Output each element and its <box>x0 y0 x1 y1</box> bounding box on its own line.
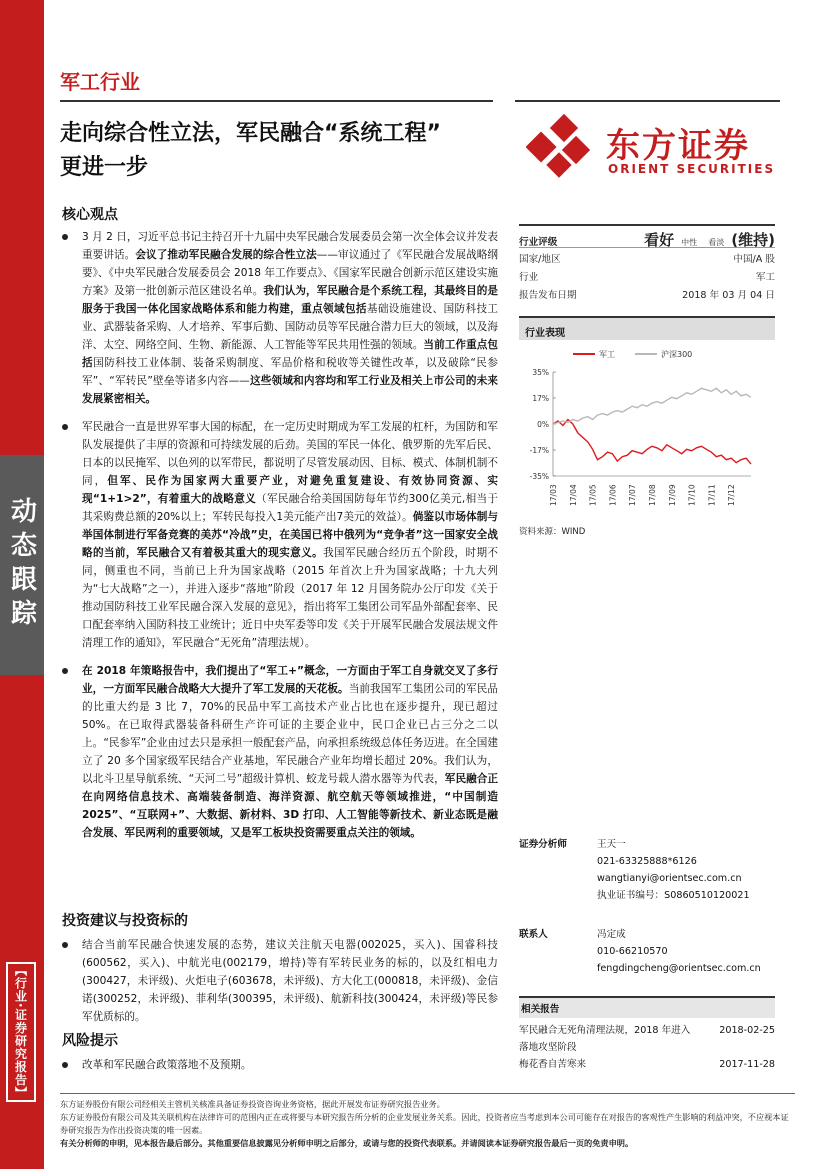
p3-run-0: 在 2018 年策略报告中，我们提出了“军工+”概念，一方面由于军工自身就交叉了多行业，一方面军民融合战略大大提升了军工发展的天花板。 <box>82 665 498 695</box>
risk-heading: 风险提示 <box>62 1033 118 1049</box>
p1-run-6: 国防科技工业体制、装备采购制度、军品价格和税收等关键性改革，以及破除“民参军”、“军转民”壁垒等诸多内容—— <box>82 357 498 387</box>
bullet-icon <box>62 942 68 948</box>
p3-run-1: 当前我国军工集团公司的军民品的比重大约是 3 比 7，70%的民品中军工高技术产业占比也在逐步提升，现已超过 50%。在已取得武器装备科研生产许可证的主要企业中，民口企业已占三分之二以上。“民参军”企业由过去只是承担一般配套产品，向承担系统级总体任务迈进。在全国建立了 20 多个国家级军民结合产业基地，军民融合产业年均增长超过 20%。我们认为，以北斗卫星导航系统、“天河二号”超级计算机、蛟龙号载人潜水器等为代表， <box>82 683 499 785</box>
related-reports <box>519 996 775 1073</box>
risk-paragraph: 改革和军民融合政策落地不及预期。 <box>62 1056 498 1074</box>
chart-source: 资料来源：WIND <box>519 527 586 537</box>
title-line-2: 更进一步 <box>60 155 149 180</box>
p2-run-4: 我国军民融合经历五个阶段，时期不同，侧重也不同，当前已上升为国家战略（2015 年首次上升为国家战略；十九大列为“七大战略”之一），并进入逐步“落地”阶段（2017 年 12 月国务院办公厅印发《关于推动国防科技工业军民融合深入发展的意见》，指出将军工集团公司军品外部配套率、民口配套率纳入国防科技工业统计；近日中央军委等印发《关于开展军民融合发展法规文件清理工作的通知》，军民融合“无死角”清理法规）。 <box>82 547 499 649</box>
rating-main: 看好 <box>644 231 675 249</box>
analyst-name: 王天一 <box>597 839 626 850</box>
related-item[interactable]: 梅花香自苦寒来 2017-11-28 <box>519 1059 775 1070</box>
paragraph-3 <box>62 662 498 842</box>
performance-chart <box>519 346 775 516</box>
title-line-1: 走向综合性立法，军民融合“系统工程” <box>60 121 441 146</box>
rating-panel <box>519 224 775 305</box>
rating-row: 行业 军工 <box>519 272 775 283</box>
legend-label: 军工 <box>599 350 615 359</box>
core-views-heading: 核心观点 <box>62 207 118 223</box>
x-tick-label: 17/05 <box>588 484 598 506</box>
series-line <box>553 420 751 465</box>
analyst-license: 执业证书编号：S0860510120021 <box>597 890 750 901</box>
rating-row: 国家/地区 中国/A 股 <box>519 254 775 265</box>
logo-text-cn: 东方证券 <box>606 126 750 166</box>
sector-label: 军工行业 <box>60 70 140 94</box>
risk-body <box>62 1056 498 1074</box>
rating-header: 行业评级 看好 中性 看淡 (维持) <box>519 224 775 248</box>
paragraph-2 <box>62 418 498 652</box>
y-tick-label: 35% <box>532 368 549 377</box>
contact-email[interactable]: fengdingcheng@orientsec.com.cn <box>597 963 761 974</box>
divider-right <box>515 100 780 102</box>
bullet-icon <box>62 1062 68 1068</box>
investment-heading: 投资建议与投资标的 <box>62 913 188 929</box>
legend-label: 沪深300 <box>661 350 693 359</box>
contact-phone: 010-66210570 <box>597 946 668 957</box>
core-views-body <box>62 228 498 842</box>
x-tick-label: 17/09 <box>667 484 677 506</box>
related-item[interactable]: 落地攻坚阶段 <box>519 1042 577 1053</box>
x-tick-label: 17/10 <box>687 484 697 506</box>
performance-heading: 行业表现 <box>519 316 775 340</box>
bullet-icon <box>62 424 68 430</box>
x-tick-label: 17/06 <box>608 484 618 506</box>
x-tick-label: 17/11 <box>707 484 717 506</box>
analyst-email[interactable]: wangtianyi@orientsec.com.cn <box>597 873 742 884</box>
y-tick-label: -35% <box>529 472 549 481</box>
disclaimer-footer: 东方证券股份有限公司经相关主管机关核准具备证券投资咨询业务资格，据此开展发布证券研究报告业务。 东方证券股份有限公司及其关联机构在法律许可的范围内正在或将要与本研究报告所分析的企业发展业务关系。因此，投资者应当考虑到本公司可能存在对报告的客观性产生影响的利益冲突，不应视本证券研究报告为作出投资决策的唯一因素。 有关分析师的申明，见本报告最后部分。其他重要信息披露见分析师申明之后部分，或请与您的投资代表联系。并请阅读本证券研究报告最后一页的免责申明。 <box>60 1093 795 1150</box>
investment-paragraph: 结合当前军民融合快速发展的态势，建议关注航天电器(002025，买入)、国睿科技(600562，买入)、中航光电(002179，增持)等有军转民业务的标的，以及红相电力(300427，未评级)、火炬电子(603678，未评级)、方大化工(000818，未评级)、金信诺(300252，未评级)、菲利华(300395，未评级)、航新科技(300424，未评级)等民参军优质标的。 <box>62 936 498 1026</box>
x-tick-label: 17/04 <box>568 484 578 506</box>
p1-run-1: 会议了推动军民融合发展的综合性立法 <box>135 249 317 261</box>
y-tick-label: 17% <box>532 394 549 403</box>
p1-run-3: 我们认为，军民融合是个系统工程，其最终目的是服务于我国一体化国家战略体系和能力构建，重点领域包括 <box>82 285 499 315</box>
rating-row: 报告发布日期 2018 年 03 月 04 日 <box>519 290 775 301</box>
x-tick-label: 17/12 <box>727 484 737 506</box>
investment-body <box>62 936 498 1026</box>
p2-run-3: 倘鉴以市场体制与举国体制进行军备竞赛的美苏“冷战”史，在美国已将中俄列为“竞争者”这一国家安全战略的当前，军民融合又有着极其重大的现实意义。 <box>82 511 499 559</box>
report-title <box>60 117 520 185</box>
y-tick-label: -17% <box>529 446 549 455</box>
paragraph-1 <box>62 228 498 408</box>
x-tick-label: 17/08 <box>648 484 657 506</box>
related-item[interactable]: 军民融合无死角清理法规，2018 年进入 2018-02-25 <box>519 1025 775 1036</box>
p2-run-2: （军民融合给美国国防每年节约300亿美元,相当于其采购费总额的20%以上；军转民每投入1美元能产出7美元的效益）。 <box>82 493 499 523</box>
p1-run-4: 基础设施建设、国防科技工业、武器装备采购、人才培养、军事后勤、国防动员等军民融合潜力巨大的领域，以及海洋、太空、网络空间、生物、新能源、人工智能等军民共用性强的领域。 <box>82 303 499 351</box>
bullet-icon <box>62 668 68 674</box>
x-tick-label: 17/03 <box>549 484 558 506</box>
side-tab-report-type: 动态跟踪 <box>0 455 44 675</box>
related-heading: 相关报告 <box>519 996 775 1018</box>
bullet-icon <box>62 234 68 240</box>
contact-name: 冯定成 <box>597 929 626 940</box>
performance-chart-svg <box>519 346 775 516</box>
rating-status: (维持) <box>731 231 775 249</box>
series-line <box>553 388 751 424</box>
side-tab-report-category: 【行业·证券研究报告】 <box>6 962 36 1102</box>
p1-run-0: 3 月 2 日，习近平总书记主持召开十九届中央军民融合发展委员会第一次全体会议并发表重要讲话。 <box>82 231 498 261</box>
logo-text-en: ORIENT SECURITIES <box>608 162 776 176</box>
p1-run-5: 当前工作重点包括 <box>82 339 499 369</box>
p1-run-2: ——审议通过了《军民融合发展战略纲要》、《中央军民融合发展委员会 2018 年工作要点》、《国家军民融合创新示范区建设实施方案》及第一批创新示范区建设名单。 <box>82 249 499 297</box>
orient-logo-icon <box>526 114 592 180</box>
analyst-phone: 021-63325888*6126 <box>597 856 697 867</box>
p3-run-2: 军民融合正在向网络信息技术、高端装备制造、海洋资源、航空航天等领域推进，“中国制造 2025”、“互联网+”、大数据、新材料、3D 打印、人工智能等新技术、新业态既是融合发展、军民两利的重要领域，又是军工板块投资需要重点关注的领域。 <box>82 773 499 839</box>
divider-left <box>60 100 493 102</box>
y-tick-label: 0% <box>537 420 549 429</box>
p2-run-0: 军民融合一直是世界军事大国的标配，在一定历史时期成为军工发展的杠杆，为国防和军队发展提供了丰厚的资源和可持续发展的后劲。美国的军民一体化、俄罗斯的先军后民、日本的以民掩军、以色列的以军带民，都说明了尽管发展动因、目标、模式、体制机制不同， <box>82 421 498 487</box>
x-tick-label: 17/07 <box>628 484 638 506</box>
p2-run-1: 但军、民作为国家两大重要产业，对避免重复建设、有效协同资源、实现“1+1>2”，有着重大的战略意义 <box>82 475 499 505</box>
p1-run-7: 这些领域和内容均和军工行业及相关上市公司的未来发展紧密相关。 <box>82 375 498 405</box>
